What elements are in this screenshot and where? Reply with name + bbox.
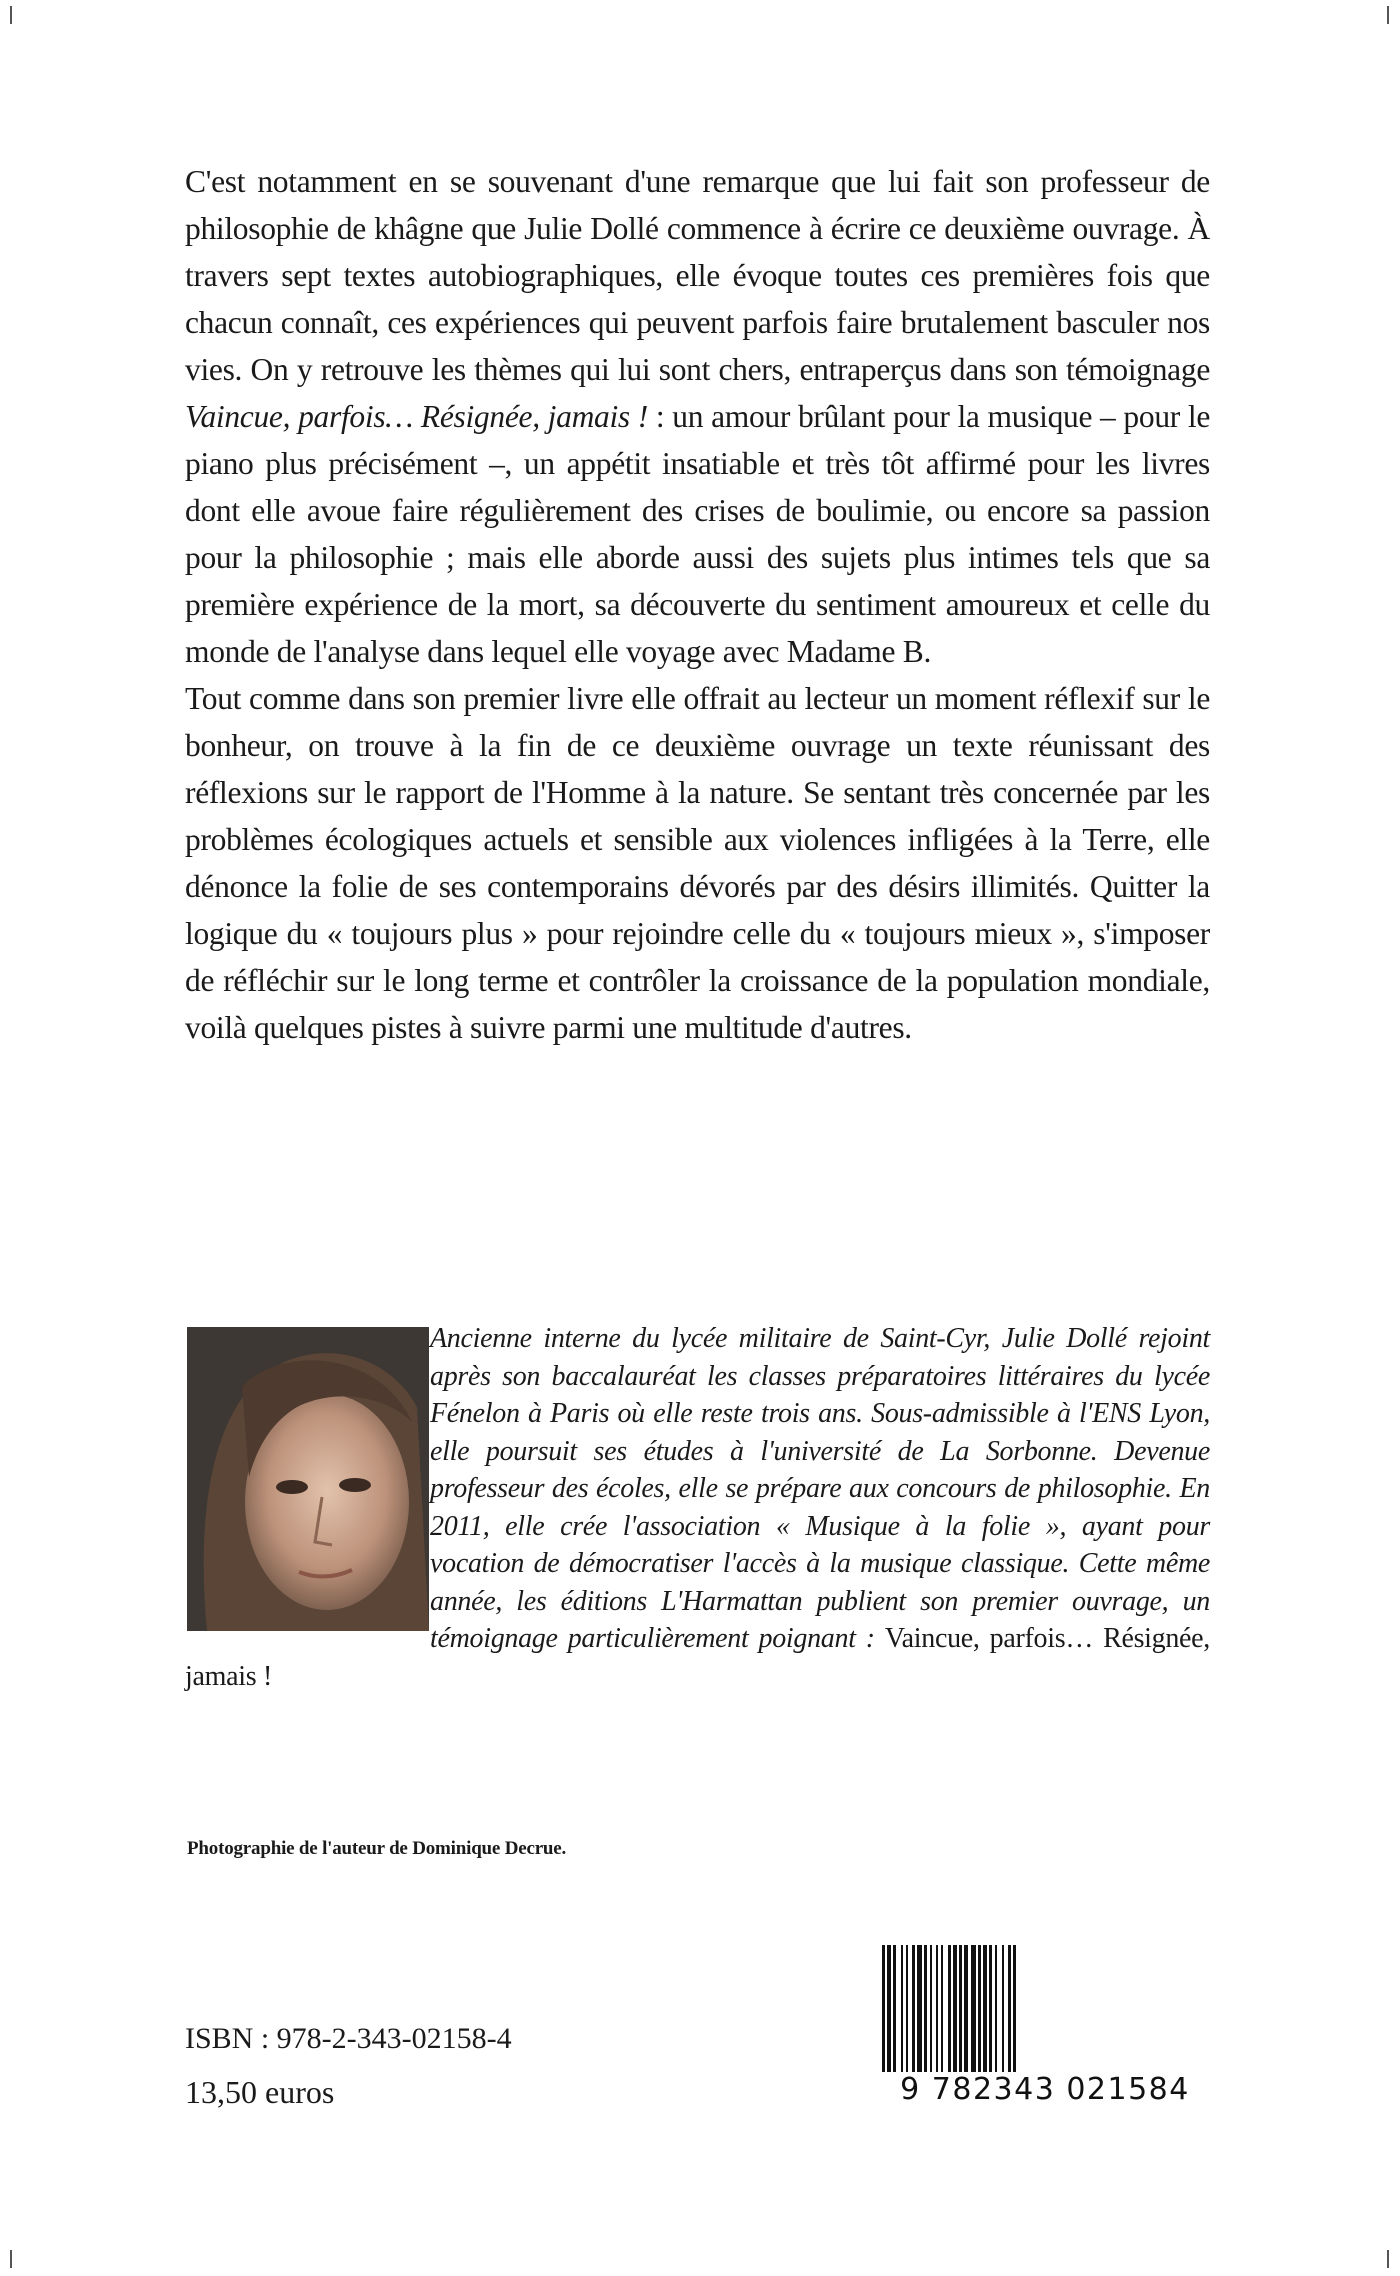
- bio-text: Ancienne interne du lycée militaire de Saint-Cyr, Julie Dollé rejoint après son baccalauréat les classes préparatoires littéraires du lycée Fénelon à Paris où elle reste trois ans. Sous-admissible à l'ENS Lyon, elle poursuit ses études à l'université de La Sorbonne. Devenue professeur des écoles, elle se prépare aux concours de philosophie. En 2011, elle crée l'association « Musique à la folie », ayant pour vocation de démocratiser l'accès à la musique classique. Cette même année, les éditions L'Harmattan publient son premier ouvrage, un témoignage particulièrement poignant :: [430, 1323, 1210, 1654]
- barcode-bar: [936, 1945, 938, 2073]
- crop-mark-top-left: [10, 6, 12, 24]
- barcode-bar: [924, 1945, 927, 2073]
- barcode-bar: [983, 1945, 987, 2073]
- first-book-title: Vaincue, parfois… Résignée, jamais !: [185, 399, 648, 434]
- barcode-bar: [917, 1945, 922, 2073]
- barcode-bar: [941, 1945, 943, 2073]
- barcode-bar: [953, 1945, 957, 2073]
- barcode-bar: [964, 1945, 968, 2073]
- barcode-bar: [930, 1945, 932, 2073]
- barcode-bar: [978, 1945, 981, 2073]
- barcode-bar: [893, 1945, 896, 2073]
- barcode-bar: [882, 1945, 885, 2073]
- blurb-paragraph-1: [185, 158, 1210, 675]
- barcode-bar: [906, 1945, 908, 2073]
- author-bio: [185, 1320, 1210, 1695]
- blurb-text-b: : un amour brûlant pour la musique – pour le piano plus précisément –, un appétit insatiable et très tôt affirmé pour les livres dont elle avoue faire régulièrement des crises de boulimie, ou encore sa passion pour la philosophie ; mais elle aborde aussi des sujets plus intimes tels que sa première expérience de la mort, sa découverte du sentiment amoureux et celle du monde de l'analyse dans lequel elle voyage avec Madame B.: [185, 399, 1211, 669]
- barcode-bar: [948, 1945, 951, 2073]
- isbn: ISBN : 978-2-343-02158-4: [185, 2022, 512, 2055]
- barcode-bar: [912, 1945, 915, 2073]
- price: 13,50 euros: [185, 2074, 335, 2110]
- barcode-bar: [901, 1945, 903, 2073]
- barcode-bar: [995, 1945, 997, 2073]
- blurb: [185, 158, 1210, 1051]
- barcode-bar: [989, 1945, 992, 2073]
- crop-mark-bottom-left: [10, 2250, 12, 2268]
- blurb-text-a: C'est notamment en se souvenant d'une remarque que lui fait son professeur de philosophie de khâgne que Julie Dollé commence à écrire ce deuxième ouvrage. À travers sept textes autobiographiques, elle évoque toutes ces premières fois que chacun connaît, ces expériences qui peuvent parfois faire brutalement basculer nos vies. On y retrouve les thèmes qui lui sont chers, entraperçus dans son témoignage: [185, 164, 1210, 387]
- barcode-bar: [1013, 1945, 1016, 2073]
- barcode-bar: [971, 1945, 976, 2073]
- barcode-bar: [1002, 1945, 1004, 2073]
- barcode-bar: [1008, 1945, 1011, 2073]
- photo-credit: Photographie de l'auteur de Dominique Decrue.: [187, 1838, 567, 1859]
- barcode-digits: 9 782343 021584: [880, 2072, 1210, 2107]
- bio-book-title: Vaincue, parfois… Résignée, jamais !: [185, 1623, 1211, 1692]
- crop-mark-bottom-right: [1387, 2250, 1389, 2268]
- crop-mark-top-right: [1387, 6, 1389, 24]
- barcode-bar: [959, 1945, 962, 2073]
- barcode-bar: [887, 1945, 891, 2073]
- blurb-paragraph-2: Tout comme dans son premier livre elle offrait au lecteur un moment réflexif sur le bonheur, on trouve à la fin de ce deuxième ouvrage un texte réunissant des réflexions sur le rapport de l'Homme à la nature. Se sentant très concernée par les problèmes écologiques actuels et sensible aux violences infligées à la Terre, elle dénonce la folie de ses contemporains dévorés par des désirs illimités. Quitter la logique du « toujours plus » pour rejoindre celle du « toujours mieux », s'imposer de réfléchir sur le long terme et contrôler la croissance de la population mondiale, voilà quelques pistes à suivre parmi une multitude d'autres.: [185, 681, 1210, 1045]
